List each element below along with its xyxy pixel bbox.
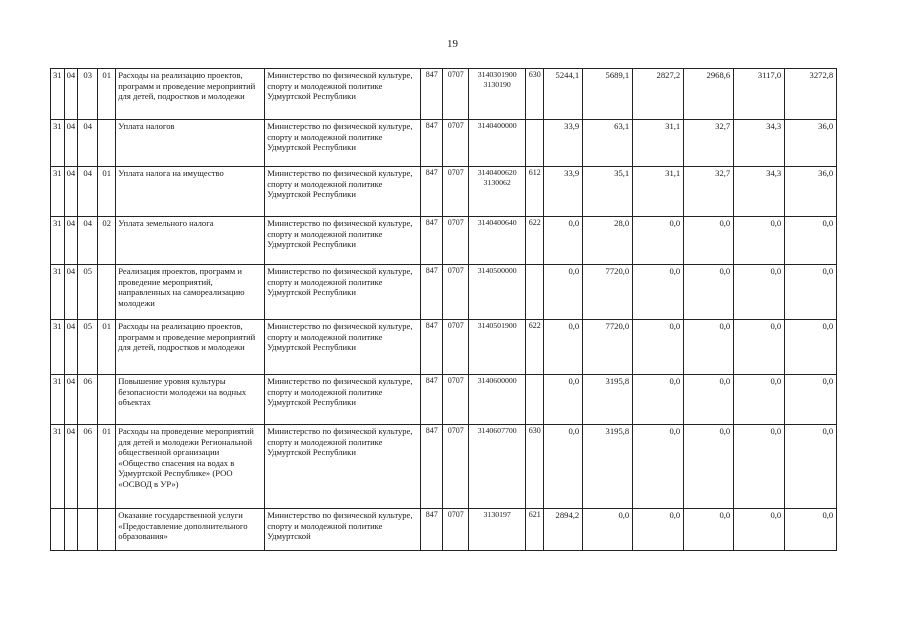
cell-value-1: 33,9 bbox=[544, 167, 583, 217]
cell-value-6: 0,0 bbox=[785, 217, 837, 265]
cell-value-5: 0,0 bbox=[734, 375, 785, 425]
cell-value-2: 5689,1 bbox=[583, 69, 633, 120]
cell-grbs: 847 bbox=[421, 375, 443, 425]
cell-expense-type bbox=[526, 375, 544, 425]
cell-target-article: 3140400620 3130062 bbox=[469, 167, 526, 217]
cell-organization: Министерство по физической культуре, спорту и молодежной политике Удмуртской Республики bbox=[265, 375, 421, 425]
cell-value-6: 0,0 bbox=[785, 375, 837, 425]
cell-value-6: 0,0 bbox=[785, 265, 837, 320]
cell-code-3: 04 bbox=[78, 120, 98, 167]
cell-value-3: 31,1 bbox=[633, 120, 684, 167]
cell-code-3: 04 bbox=[78, 167, 98, 217]
cell-target-article: 3140301900 3130190 bbox=[469, 69, 526, 120]
cell-value-3: 0,0 bbox=[633, 265, 684, 320]
cell-code-2: 04 bbox=[64, 265, 78, 320]
table-row bbox=[51, 320, 837, 375]
cell-target-article: 3140400640 bbox=[469, 217, 526, 265]
cell-description: Уплата налогов bbox=[116, 120, 265, 167]
cell-code-1: 31 bbox=[51, 425, 65, 509]
cell-target-article: 3140600000 bbox=[469, 375, 526, 425]
cell-value-3: 0,0 bbox=[633, 509, 684, 551]
cell-organization: Министерство по физической культуре, спорту и молодежной политике Удмуртской Республики bbox=[265, 167, 421, 217]
cell-code-4 bbox=[98, 375, 116, 425]
cell-grbs: 847 bbox=[421, 509, 443, 551]
cell-grbs: 847 bbox=[421, 320, 443, 375]
cell-grbs: 847 bbox=[421, 425, 443, 509]
table-row bbox=[51, 509, 837, 551]
cell-value-5: 34,3 bbox=[734, 167, 785, 217]
cell-value-5: 0,0 bbox=[734, 265, 785, 320]
cell-value-2: 7720,0 bbox=[583, 320, 633, 375]
cell-section: 0707 bbox=[443, 217, 469, 265]
cell-target-article: 3130197 bbox=[469, 509, 526, 551]
cell-section: 0707 bbox=[443, 69, 469, 120]
cell-code-1: 31 bbox=[51, 69, 65, 120]
cell-code-2: 04 bbox=[64, 375, 78, 425]
cell-code-3: 05 bbox=[78, 320, 98, 375]
cell-value-5: 0,0 bbox=[734, 425, 785, 509]
cell-value-1: 5244,1 bbox=[544, 69, 583, 120]
cell-value-3: 0,0 bbox=[633, 425, 684, 509]
cell-value-2: 0,0 bbox=[583, 509, 633, 551]
cell-code-2: 04 bbox=[64, 69, 78, 120]
cell-section: 0707 bbox=[443, 375, 469, 425]
table-row bbox=[51, 69, 837, 120]
cell-organization: Министерство по физической культуре, спорту и молодежной политике Удмуртской bbox=[265, 509, 421, 551]
cell-organization: Министерство по физической культуре, спорту и молодежной политике Удмуртской Республики bbox=[265, 69, 421, 120]
cell-code-3: 06 bbox=[78, 375, 98, 425]
cell-value-6: 0,0 bbox=[785, 320, 837, 375]
cell-code-4: 01 bbox=[98, 320, 116, 375]
cell-value-2: 63,1 bbox=[583, 120, 633, 167]
cell-expense-type: 621 bbox=[526, 509, 544, 551]
cell-organization: Министерство по физической культуре, спорту и молодежной политике Удмуртской Республики bbox=[265, 425, 421, 509]
cell-target-article: 3140607700 bbox=[469, 425, 526, 509]
cell-organization: Министерство по физической культуре, спорту и молодежной политике Удмуртской Республики bbox=[265, 320, 421, 375]
cell-value-6: 36,0 bbox=[785, 167, 837, 217]
cell-value-3: 0,0 bbox=[633, 217, 684, 265]
cell-value-5: 0,0 bbox=[734, 217, 785, 265]
cell-value-1: 0,0 bbox=[544, 320, 583, 375]
table-row bbox=[51, 120, 837, 167]
budget-table bbox=[50, 68, 837, 551]
cell-code-4 bbox=[98, 509, 116, 551]
cell-code-4 bbox=[98, 265, 116, 320]
cell-section: 0707 bbox=[443, 167, 469, 217]
cell-target-article: 3140400000 bbox=[469, 120, 526, 167]
cell-code-2: 04 bbox=[64, 120, 78, 167]
cell-code-2: 04 bbox=[64, 320, 78, 375]
cell-code-4: 01 bbox=[98, 167, 116, 217]
cell-organization: Министерство по физической культуре, спорту и молодежной политике Удмуртской Республики bbox=[265, 265, 421, 320]
cell-value-5: 34,3 bbox=[734, 120, 785, 167]
table-row bbox=[51, 265, 837, 320]
cell-expense-type: 622 bbox=[526, 217, 544, 265]
cell-value-2: 28,0 bbox=[583, 217, 633, 265]
table-row bbox=[51, 167, 837, 217]
cell-code-3: 04 bbox=[78, 217, 98, 265]
cell-expense-type bbox=[526, 265, 544, 320]
cell-grbs: 847 bbox=[421, 69, 443, 120]
cell-value-6: 36,0 bbox=[785, 120, 837, 167]
cell-value-4: 2968,6 bbox=[684, 69, 734, 120]
cell-section: 0707 bbox=[443, 265, 469, 320]
cell-code-1: 31 bbox=[51, 217, 65, 265]
cell-code-4 bbox=[98, 120, 116, 167]
cell-value-1: 2894,2 bbox=[544, 509, 583, 551]
cell-section: 0707 bbox=[443, 425, 469, 509]
cell-code-3 bbox=[78, 509, 98, 551]
cell-value-4: 0,0 bbox=[684, 320, 734, 375]
cell-value-4: 0,0 bbox=[684, 265, 734, 320]
cell-code-1 bbox=[51, 509, 65, 551]
cell-code-1: 31 bbox=[51, 167, 65, 217]
cell-code-2: 04 bbox=[64, 425, 78, 509]
cell-code-2 bbox=[64, 509, 78, 551]
cell-value-6: 0,0 bbox=[785, 509, 837, 551]
cell-value-5: 0,0 bbox=[734, 509, 785, 551]
cell-description: Расходы на реализацию проектов, программ и проведение мероприятий для детей, подростков и молодежи bbox=[116, 320, 265, 375]
cell-section: 0707 bbox=[443, 509, 469, 551]
cell-grbs: 847 bbox=[421, 265, 443, 320]
cell-value-4: 0,0 bbox=[684, 375, 734, 425]
cell-code-1: 31 bbox=[51, 320, 65, 375]
cell-organization: Министерство по физической культуре, спорту и молодежной политике Удмуртской Республики bbox=[265, 120, 421, 167]
cell-code-2: 04 bbox=[64, 167, 78, 217]
cell-code-1: 31 bbox=[51, 265, 65, 320]
cell-section: 0707 bbox=[443, 120, 469, 167]
cell-value-2: 3195,8 bbox=[583, 375, 633, 425]
cell-description: Расходы на проведение мероприятий для детей и молодежи Региональной общественной организации «Общество спасения на водах в Удмуртской Республике» (РОО «ОСВОД в УР») bbox=[116, 425, 265, 509]
cell-value-1: 33,9 bbox=[544, 120, 583, 167]
cell-description: Оказание государственной услуги «Предоставление дополнительного образования» bbox=[116, 509, 265, 551]
cell-value-4: 32,7 bbox=[684, 167, 734, 217]
cell-description: Повышение уровня культуры безопасности молодежи на водных объектах bbox=[116, 375, 265, 425]
cell-description: Расходы на реализацию проектов, программ и проведение мероприятий для детей, подростков и молодежи bbox=[116, 69, 265, 120]
cell-value-2: 3195,8 bbox=[583, 425, 633, 509]
cell-description: Уплата налога на имущество bbox=[116, 167, 265, 217]
cell-code-4: 01 bbox=[98, 69, 116, 120]
cell-target-article: 3140501900 bbox=[469, 320, 526, 375]
cell-value-2: 7720,0 bbox=[583, 265, 633, 320]
cell-section: 0707 bbox=[443, 320, 469, 375]
cell-value-1: 0,0 bbox=[544, 375, 583, 425]
cell-code-3: 03 bbox=[78, 69, 98, 120]
table-row bbox=[51, 425, 837, 509]
cell-code-3: 06 bbox=[78, 425, 98, 509]
cell-value-1: 0,0 bbox=[544, 217, 583, 265]
cell-code-1: 31 bbox=[51, 120, 65, 167]
cell-code-2: 04 bbox=[64, 217, 78, 265]
cell-value-3: 31,1 bbox=[633, 167, 684, 217]
cell-grbs: 847 bbox=[421, 120, 443, 167]
cell-value-3: 0,0 bbox=[633, 375, 684, 425]
cell-value-3: 2827,2 bbox=[633, 69, 684, 120]
cell-code-3: 05 bbox=[78, 265, 98, 320]
cell-value-3: 0,0 bbox=[633, 320, 684, 375]
table-row bbox=[51, 217, 837, 265]
page-number: 19 bbox=[447, 38, 458, 50]
cell-expense-type: 622 bbox=[526, 320, 544, 375]
cell-target-article: 3140500000 bbox=[469, 265, 526, 320]
cell-value-6: 0,0 bbox=[785, 425, 837, 509]
table-body bbox=[51, 69, 837, 551]
cell-value-4: 0,0 bbox=[684, 509, 734, 551]
cell-value-4: 0,0 bbox=[684, 217, 734, 265]
cell-grbs: 847 bbox=[421, 167, 443, 217]
cell-value-5: 3117,0 bbox=[734, 69, 785, 120]
cell-description: Уплата земельного налога bbox=[116, 217, 265, 265]
cell-code-4: 02 bbox=[98, 217, 116, 265]
cell-value-1: 0,0 bbox=[544, 425, 583, 509]
cell-code-4: 01 bbox=[98, 425, 116, 509]
table-row bbox=[51, 375, 837, 425]
cell-grbs: 847 bbox=[421, 217, 443, 265]
cell-description: Реализация проектов, программ и проведение мероприятий, направленных на самореализацию молодежи bbox=[116, 265, 265, 320]
cell-value-5: 0,0 bbox=[734, 320, 785, 375]
cell-expense-type: 630 bbox=[526, 69, 544, 120]
cell-expense-type bbox=[526, 120, 544, 167]
cell-value-6: 3272,8 bbox=[785, 69, 837, 120]
cell-value-4: 32,7 bbox=[684, 120, 734, 167]
cell-code-1: 31 bbox=[51, 375, 65, 425]
cell-expense-type: 630 bbox=[526, 425, 544, 509]
cell-value-2: 35,1 bbox=[583, 167, 633, 217]
cell-expense-type: 612 bbox=[526, 167, 544, 217]
cell-value-1: 0,0 bbox=[544, 265, 583, 320]
cell-value-4: 0,0 bbox=[684, 425, 734, 509]
cell-organization: Министерство по физической культуре, спорту и молодежной политике Удмуртской Республики bbox=[265, 217, 421, 265]
